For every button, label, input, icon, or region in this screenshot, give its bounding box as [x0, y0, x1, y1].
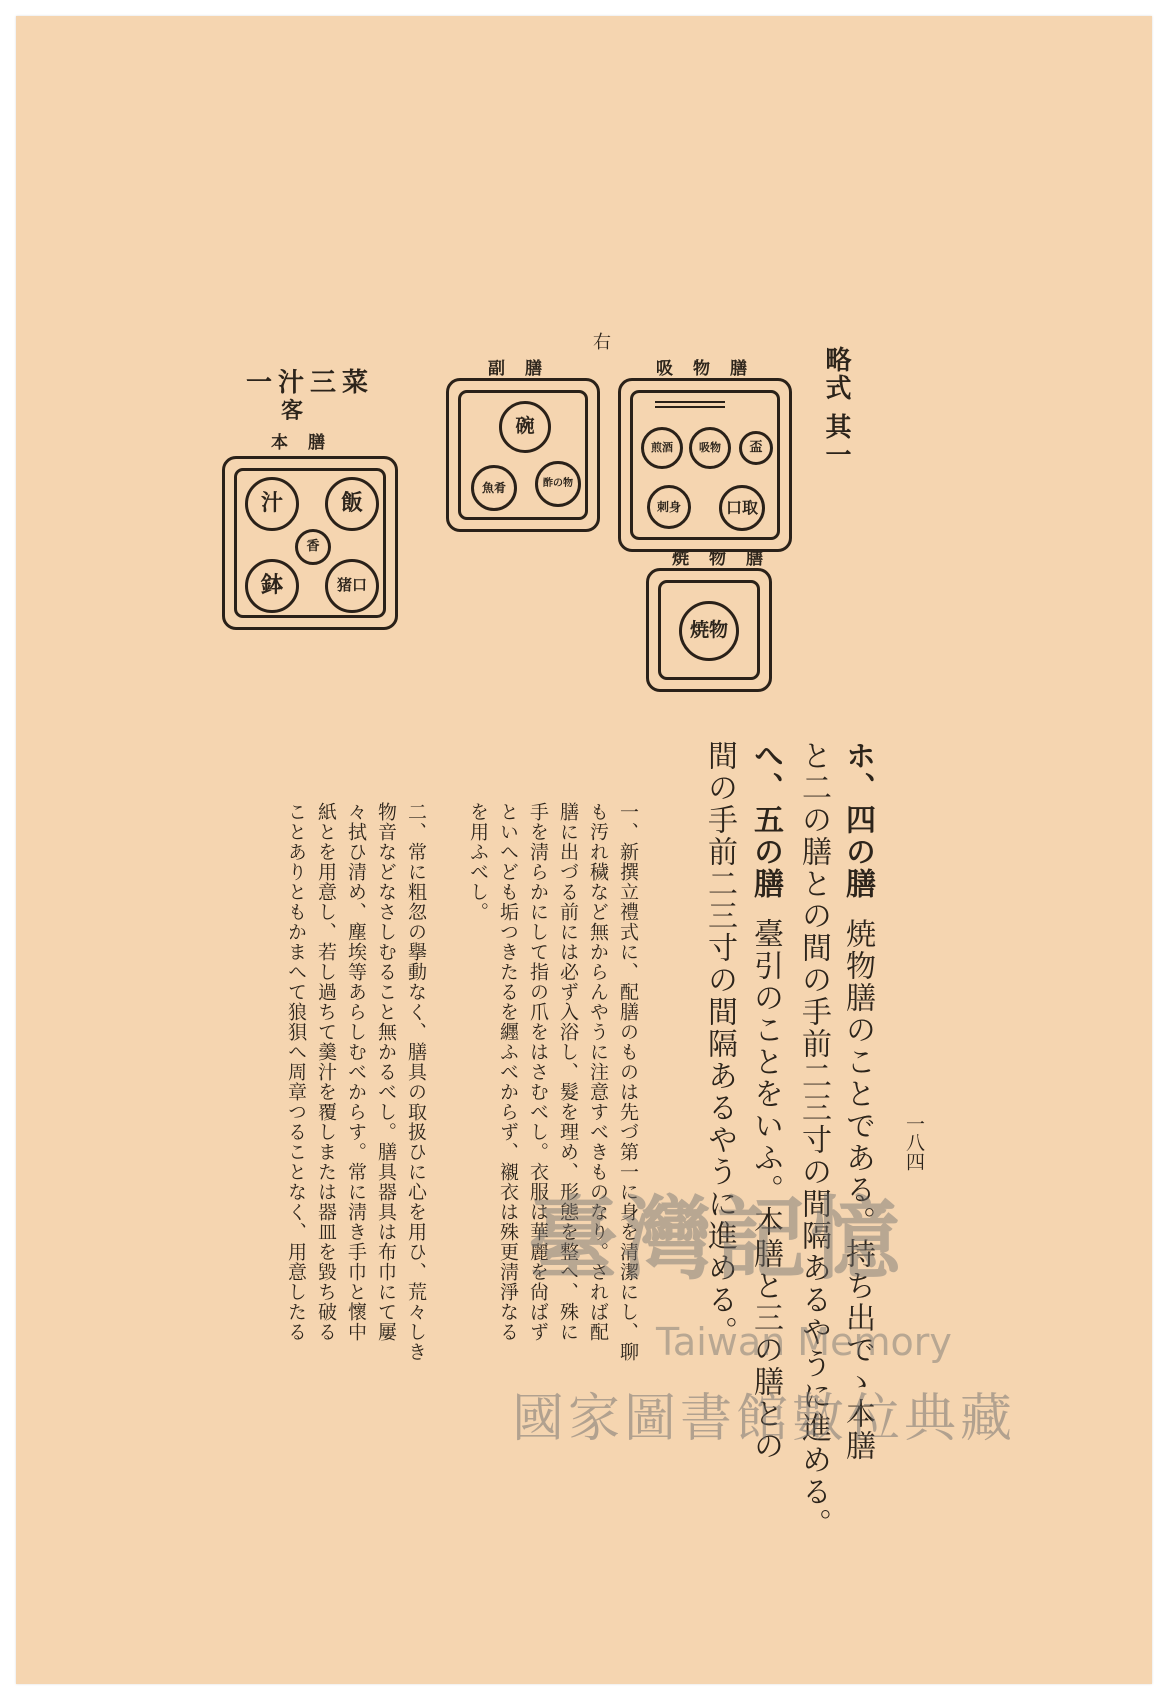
- he-line2: 間の手前二三寸の間隔あるやうに進める。: [702, 740, 737, 1348]
- watermark-library: 國家圖書館數位典藏: [512, 1389, 1017, 1449]
- note2-line: 物音などなさしむること無かるべし。膳具器具は布巾にて屢: [375, 802, 397, 1342]
- note2-line: 紙とを用意し、若し過ちて羹汁を覆しまたは器皿を毀ち破る: [315, 802, 337, 1342]
- book-page: [16, 16, 1152, 1684]
- honzen-title: 一汁三菜: [246, 368, 375, 398]
- honzen-subtitle: 客: [281, 398, 304, 424]
- note2-line: ことありともかまへて狼狽へ周章つることなく、用意したる: [285, 802, 307, 1342]
- dish-yakimono: 焼物: [679, 601, 739, 661]
- dish-hachi: 鉢: [245, 559, 299, 613]
- dish-kuchitori: 口取: [719, 485, 765, 531]
- note2-line: 々拭ひ清め、塵埃等あらしむべからす。常に淸き手巾と懷中: [345, 802, 367, 1342]
- nizen-tray: [446, 378, 600, 532]
- suimono-tray: [618, 378, 792, 552]
- nizen-tray-label: 副膳: [488, 359, 562, 379]
- right-mark: 右: [593, 332, 611, 353]
- dish-sakana: 魚肴: [471, 465, 517, 511]
- he-heading: へ、五の膳: [748, 740, 783, 900]
- watermark-logo: 臺灣記憶: [528, 1186, 904, 1292]
- dish-kou: 香: [295, 529, 331, 565]
- note1-line: 膳に出づる前には必ず入浴し、髮を理め、形態を整へ、殊に: [557, 802, 579, 1342]
- note1-line: 手を淸らかにして指の爪をはさむべし。衣服は華麗を尙ばず: [527, 802, 549, 1342]
- he-line1: 臺引のことをいふ。本膳と三の膳との: [748, 918, 783, 1462]
- dish-shiru: 汁: [245, 477, 299, 531]
- note1-line: を用ふべし。: [467, 802, 489, 922]
- dish-sashimi: 刺身: [647, 485, 691, 529]
- ho-line1: 焼物膳のことである。持ち出でゝ本膳: [840, 918, 875, 1462]
- note1-line: といへども垢つきたるを纒ふべからず、襯衣は殊更淸淨なる: [497, 802, 519, 1342]
- dish-iriza: 煎酒: [641, 427, 683, 469]
- dish-suimono: 吸物: [689, 427, 731, 469]
- note1-line: 一、新撰立禮式に、配膳のものは先づ第一に身を清潔にし、聊: [617, 802, 639, 1362]
- ho-heading: ホ、四の膳: [840, 740, 875, 900]
- note2-line: 二、常に粗忽の擧動なく、膳具の取扱ひに心を用ひ、荒々しき: [405, 802, 427, 1362]
- honzen-tray-label: 本膳: [271, 433, 345, 453]
- watermark-english: Taiwan Memory: [656, 1320, 952, 1364]
- yakimono-tray: [646, 568, 772, 692]
- yakimono-tray-label: 焼物膳: [672, 549, 783, 569]
- note1-line: も汚れ穢など無からんやうに注意すべきものなり。されば配: [587, 802, 609, 1342]
- honzen-tray: [222, 456, 398, 630]
- ho-line2: と二の膳との間の手前二三寸の間隔あるやうに進める。: [796, 740, 831, 1540]
- dish-choko: 猪口: [325, 559, 379, 613]
- page-number: 一八四: [903, 1114, 925, 1171]
- dish-sakazuki: 盃: [739, 431, 773, 465]
- dish-sunomono: 酢の物: [535, 461, 581, 507]
- dish-meshi: 飯: [325, 477, 379, 531]
- diagram-caption: 略式 其一: [821, 346, 851, 470]
- dish-wan: 碗: [499, 401, 551, 453]
- suimono-tray-label: 吸物膳: [656, 359, 767, 379]
